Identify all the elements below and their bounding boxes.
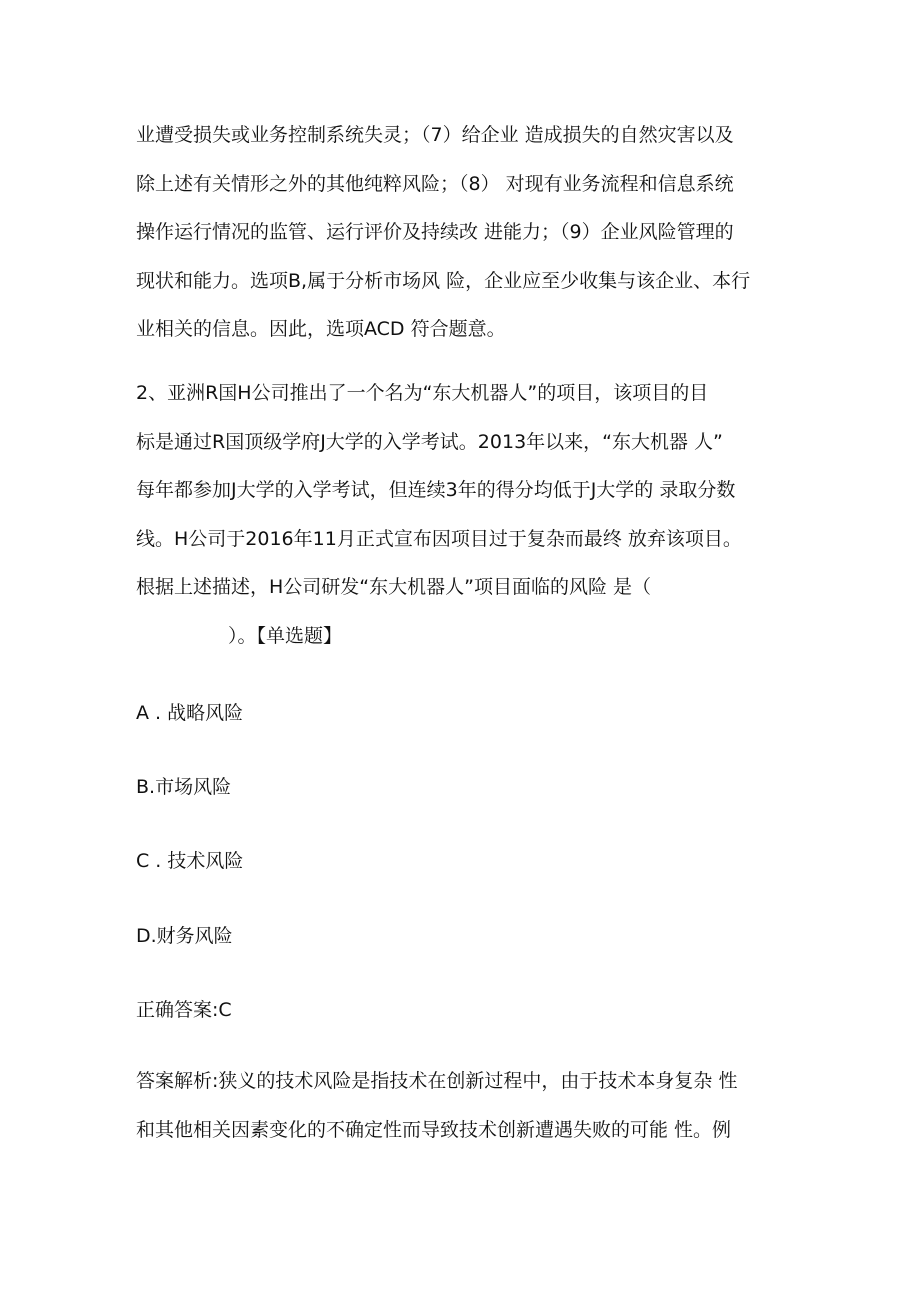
option-d: D.财务风险	[136, 925, 233, 947]
analysis-line: 答案解析:狭义的技术风险是指技术在创新过程中，由于技术本身复杂 性	[136, 1070, 738, 1092]
option-c: C . 技术风险	[136, 850, 244, 872]
text-line: 现状和能力。选项B,属于分析市场风 险，企业应至少收集与该企业、本行	[136, 269, 751, 292]
previous-explanation-paragraph	[136, 111, 796, 354]
question-line: 根据上述描述，H公司研发“东大机器人”项目面临的风险 是（	[136, 576, 652, 598]
question-line: 2、亚洲R国H公司推出了一个名为“东大机器人”的项目，该项目的目	[136, 382, 709, 404]
question-type-label: ）。【单选题】	[228, 624, 343, 647]
analysis-line: 和其他相关因素变化的不确定性而导致技术创新遭遇失败的可能 性。例	[136, 1118, 732, 1141]
text-line: 除上述有关情形之外的其他纯粹风险；（8） 对现有业务流程和信息系统	[136, 172, 734, 195]
text-line: 业相关的信息。因此，选项ACD 符合题意。	[136, 318, 506, 340]
answer-analysis-paragraph	[136, 1057, 796, 1154]
question-line: 每年都参加J大学的入学考试，但连续3年的得分均低于J大学的 录取分数	[136, 479, 736, 501]
option-a: A . 战略风险	[136, 702, 244, 724]
question-line: 标是通过R国顶级学府J大学的入学考试。2013年以来，“东大机器 人”	[136, 430, 723, 453]
question-paragraph	[136, 369, 796, 660]
text-line: 业遭受损失或业务控制系统失灵；（7）给企业 造成损失的自然灾害以及	[136, 124, 734, 146]
question-line: 线。H公司于2016年11月正式宣布因项目过于复杂而最终 放弃该项目。	[136, 527, 742, 550]
option-b: B.市场风险	[136, 776, 232, 798]
correct-answer: 正确答案:C	[136, 999, 232, 1021]
text-line: 操作运行情况的监管、运行评价及持续改 进能力；（9）企业风险管理的	[136, 221, 734, 243]
